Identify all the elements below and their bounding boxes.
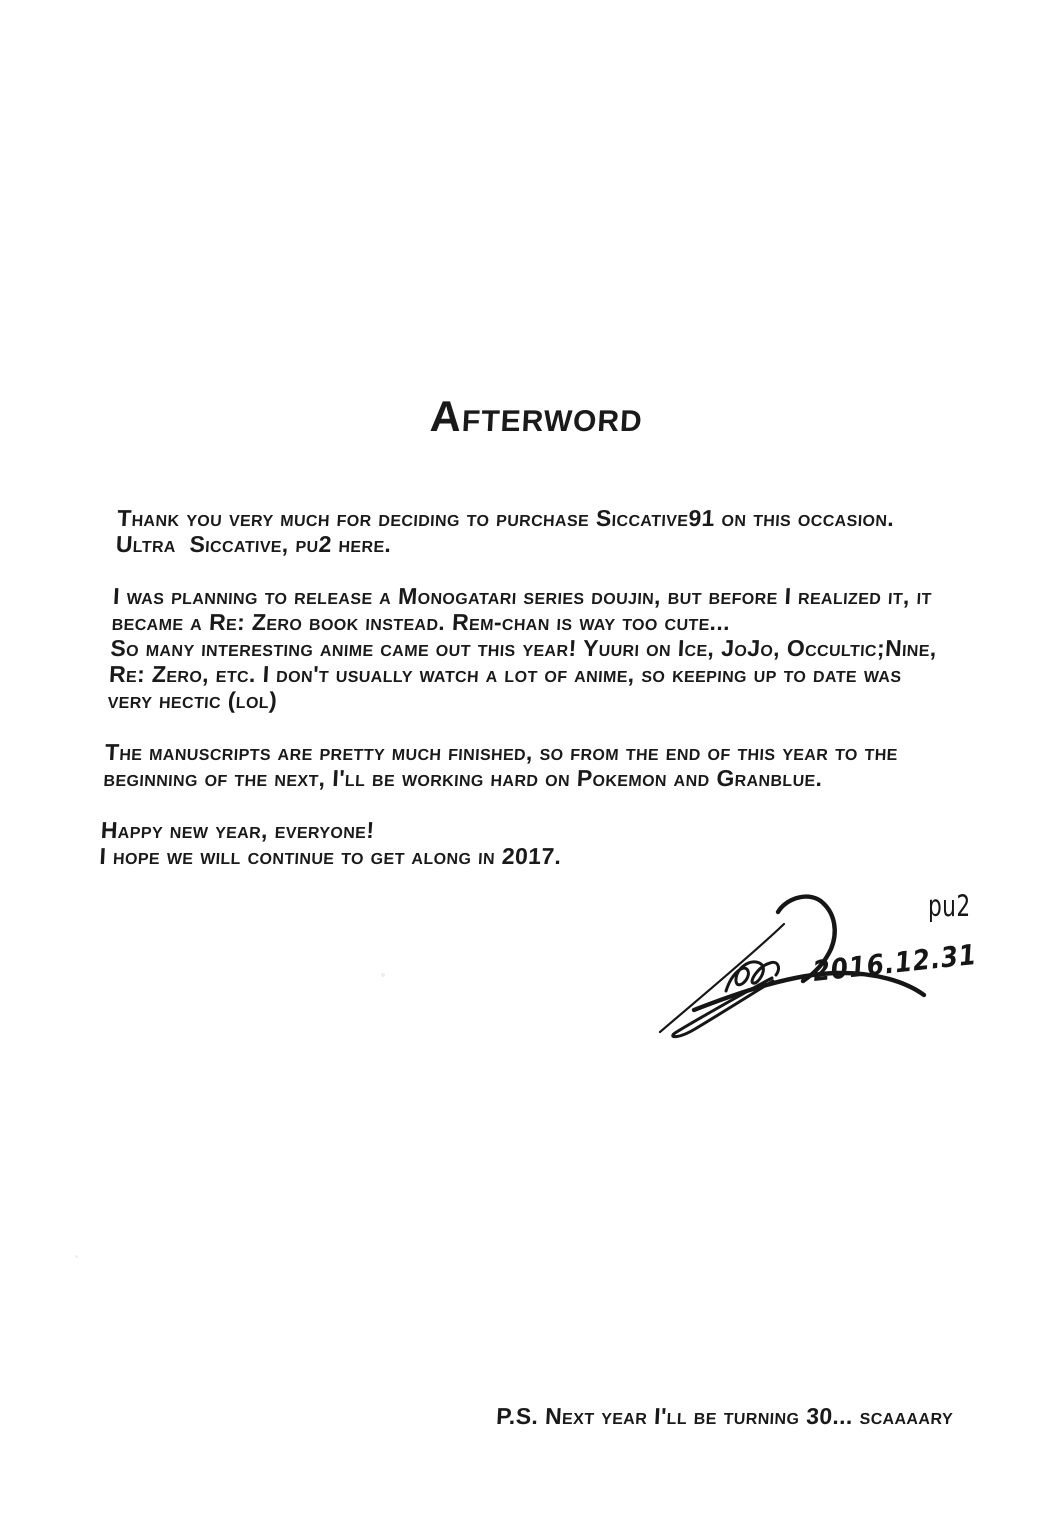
signature-stroke [660,924,784,1032]
text-line: beginning of the next, I'll be working hard on Pokemon and Granblue. [103,765,824,791]
text-line: Ultra Siccative, pu2 here. [115,531,393,557]
signature-date: 2016.12.31 [811,939,979,989]
signature-scrawl [620,860,1040,1080]
signature-block [620,860,1040,1080]
text-line: became a Re: Zero book instead. Rem-chan is way too cute... [111,609,731,635]
paragraph-anime [107,583,940,713]
artist-name-label: pu2 [928,889,971,923]
scan-speck [75,1255,78,1258]
paragraph-thanks [115,505,944,557]
afterword-body [99,505,944,869]
text-line: I hope we will continue to get along in 2017. [98,843,563,869]
text-line: very hectic (lol) [107,687,278,713]
text-line: So many interesting anime came out this year! Yuuri on Ice, JoJo, Occultic;Nine, [109,635,938,661]
page-title: Afterword [428,393,645,441]
paragraph-plans [103,739,932,791]
text-line: I was planning to release a Monogatari series doujin, but before I realized it, it [112,583,933,609]
signature-stroke [726,962,778,991]
text-line: Re: Zero, etc. I don't usually watch a lot of anime, so keeping up to date was [108,661,903,687]
postscript-note: P.S. Next year I'll be turning 30... scaaaary [495,1403,954,1429]
scan-speck [381,973,385,977]
text-line: The manuscripts are pretty much finished, so from the end of this year to the [104,739,899,765]
text-line: Thank you very much for deciding to purchase Siccative91 on this occasion. [116,505,896,531]
text-line: Happy new year, everyone! [100,817,376,843]
